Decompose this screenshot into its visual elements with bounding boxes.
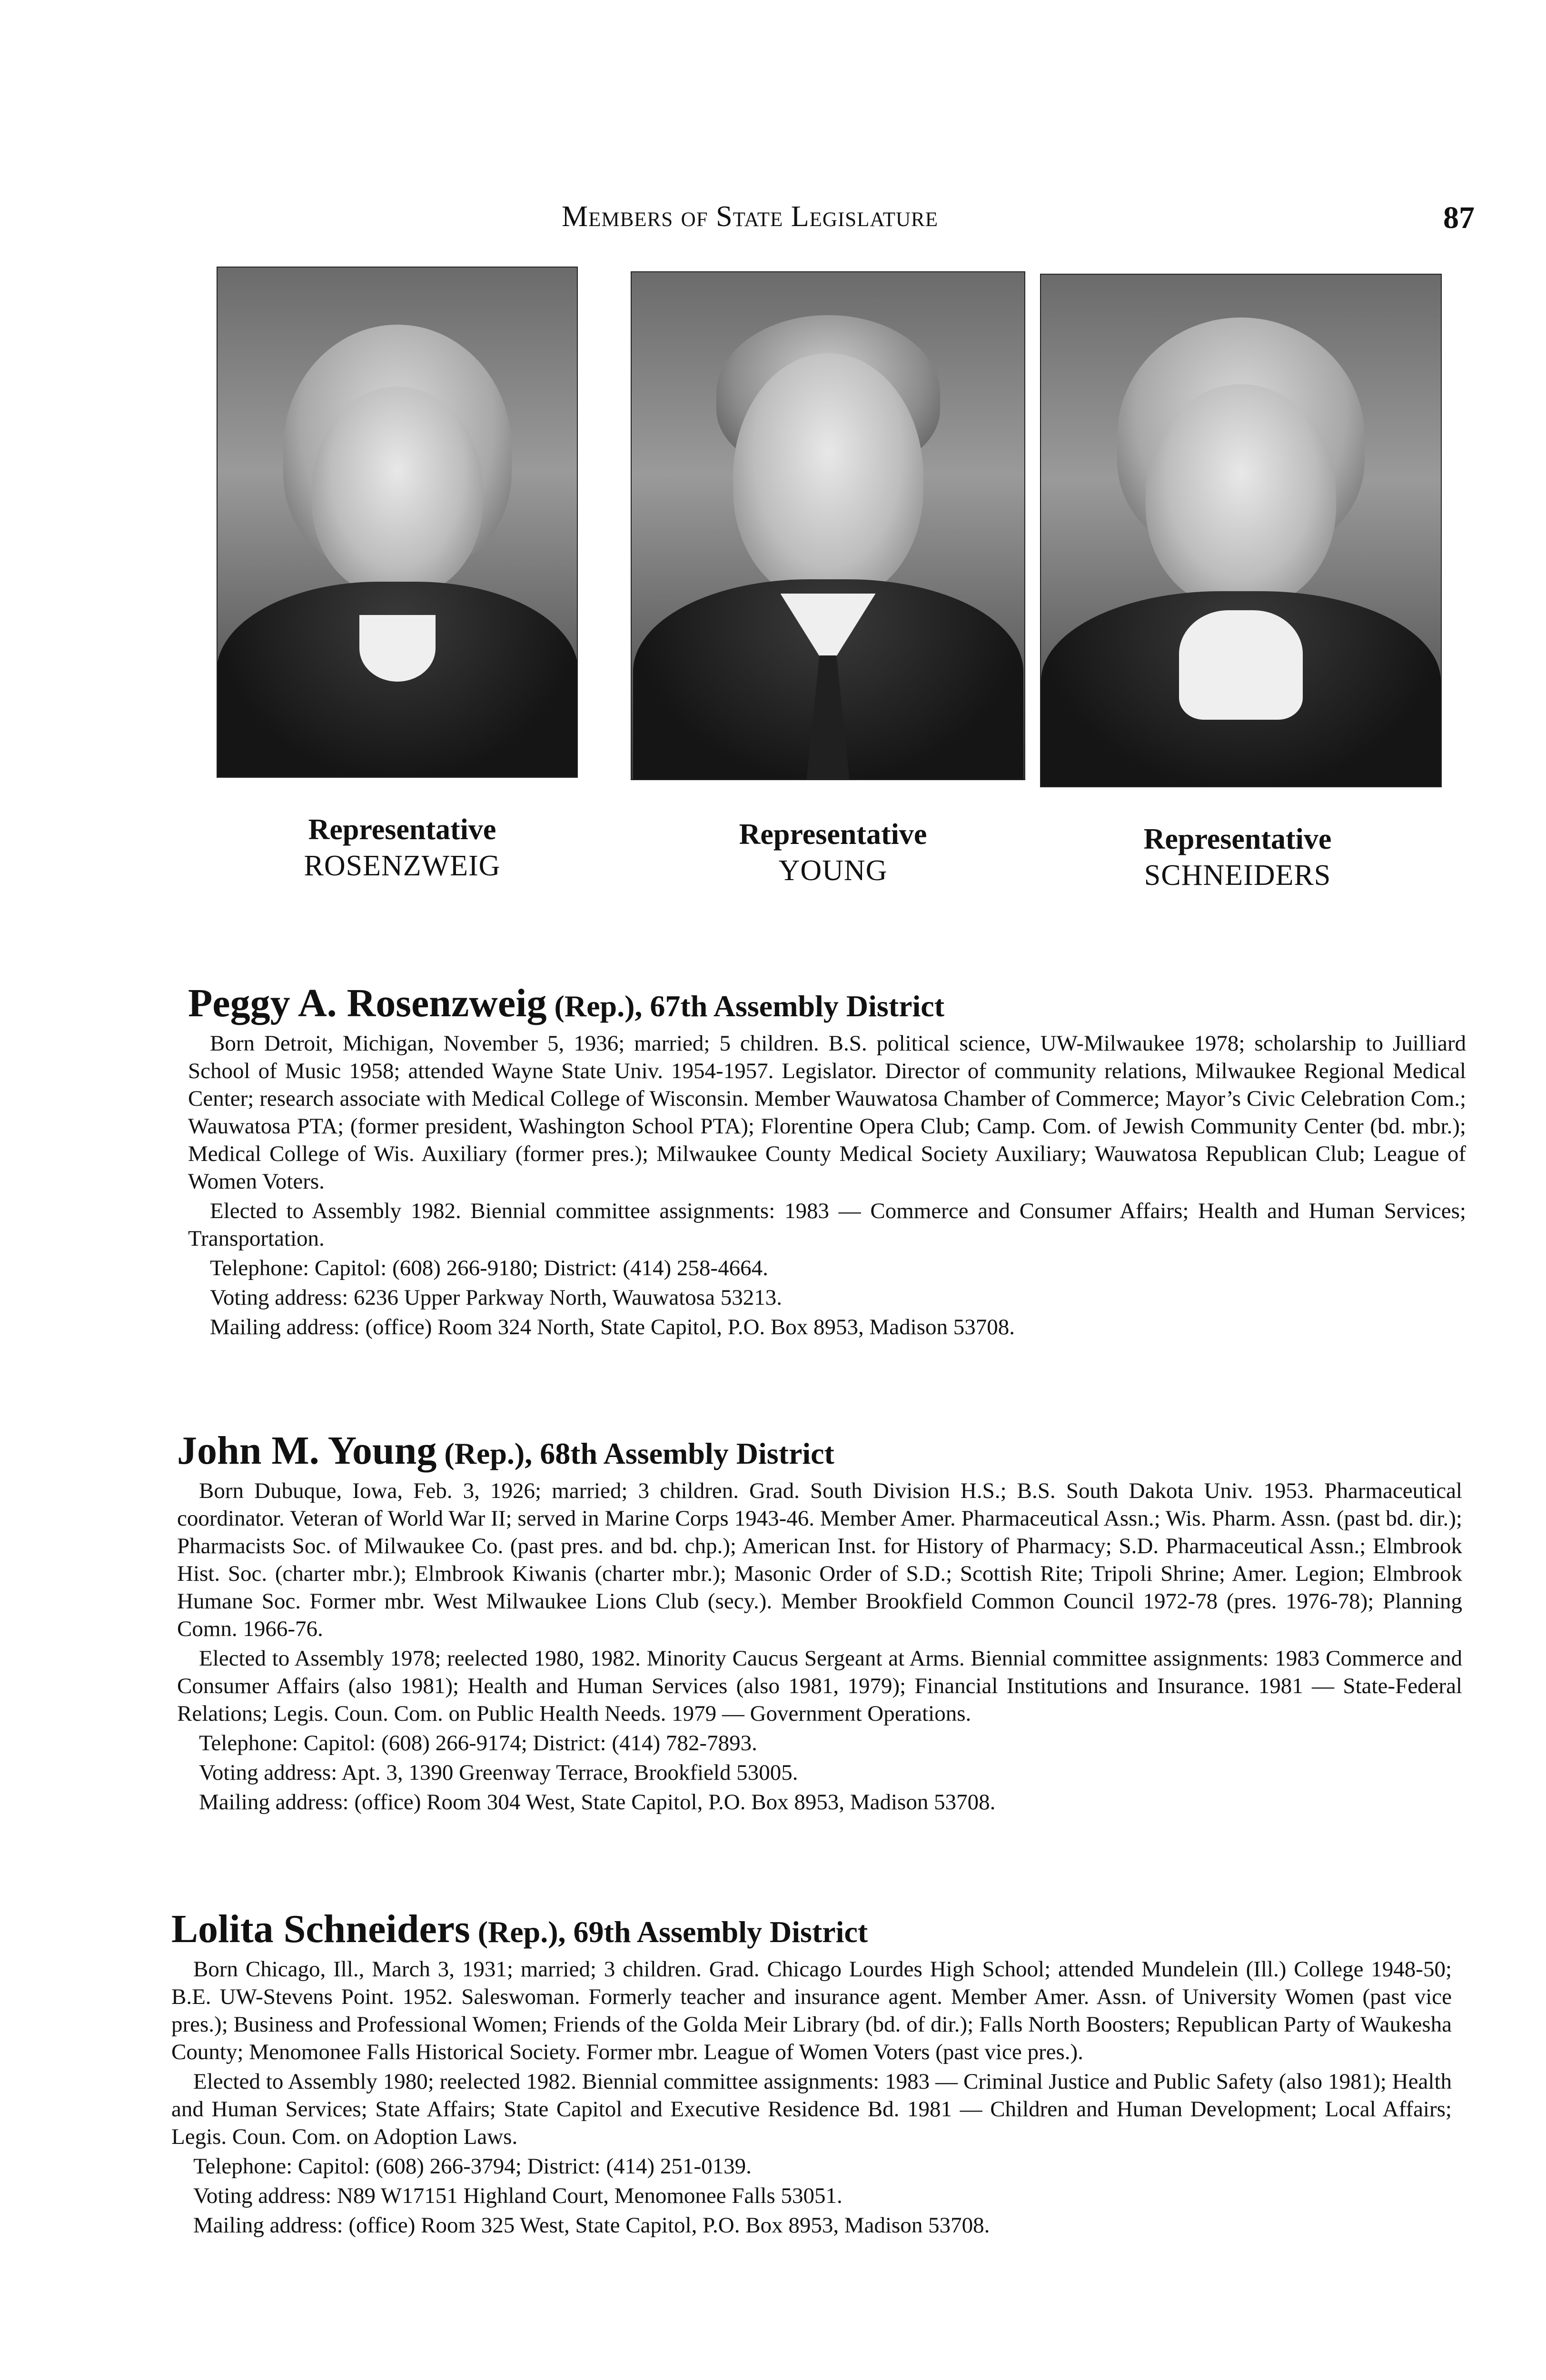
portrait-photo-young [631, 271, 1025, 780]
background-paragraph: Born Dubuque, Iowa, Feb. 3, 1926; married; 3 children. Grad. South Division H.S.; B.S. South Dakota Univ. 1953. Pharmaceutical coordinator. Veteran of World War II; served in Marine Corps 1943-46. Member Amer. Pharmaceutical Assn.; Wis. Pharm. Assn. (past bd. dir.); Pharmacists Soc. of Milwaukee Co. (past pres. and bd. chp.); American Inst. for History of Pharmacy; S.D. Pharmaceutical Assn.; Elmbrook Hist. Soc. (charter mbr.); Elmbrook Kiwanis (charter mbr.); Masonic Order of S.D.; Scottish Rite; Tripoli Shrine; Amer. Legion; Elmbrook Humane Soc. Former mbr. West Milwaukee Lions Club (secy.). Member Brookfield Common Council 1972-78 (pres. 1976-78); Planning Comn. 1966-76. [177, 1478, 1462, 1641]
telephone-line: Telephone: Capitol: (608) 266-9180; District: (414) 258-4664. [210, 1256, 768, 1280]
caption-surname: SCHNEIDERS [1144, 859, 1331, 892]
member-name: John M. Young [177, 1428, 437, 1473]
biography-heading [177, 1430, 1462, 1474]
member-name: Peggy A. Rosenzweig [188, 981, 547, 1025]
background-paragraph: Born Detroit, Michigan, November 5, 1936; married; 5 children. B.S. political science, UW-Milwaukee 1978; scholarship to Juilliard School of Music 1958; attended Wayne State Univ. 1954-1957. Legislator. Director of community relations, Milwaukee Regional Medical Center; research associate with Medical College of Wisconsin. Member Wauwatosa Chamber of Commerce; Mayor’s Civic Celebration Com.; Wauwatosa PTA; (former president, Washington School PTA); Florentine Opera Club; Camp. Com. of Jewish Community Center (bd. mbr.); Medical College of Wis. Auxiliary (former pres.); Milwaukee County Medical Society Auxiliary; Wauwatosa Republican Club; League of Women Voters. [188, 1031, 1466, 1194]
service-paragraph: Elected to Assembly 1980; reelected 1982. Biennial committee assignments: 1983 — Criminal Justice and Public Safety (also 1981); Health and Human Services; State Affairs; State Capitol and Executive Residence Bd. 1981 — Children and Human Development; Local Affairs; Legis. Coun. Com. on Adoption Laws. [171, 2069, 1452, 2149]
portrait-photo-schneiders [1040, 274, 1442, 787]
biography-schneiders [171, 1909, 1452, 2239]
voting-address-line: Voting address: Apt. 3, 1390 Greenway Terrace, Brookfield 53005. [199, 1760, 798, 1785]
biography-heading [171, 1909, 1452, 1953]
background-paragraph: Born Chicago, Ill., March 3, 1931; married; 3 children. Grad. Chicago Lourdes High School; attended Mundelein (Ill.) College 1948-50; B.E. UW-Stevens Point. 1952. Saleswoman. Formerly teacher and insurance agent. Member Amer. Assn. of University Women (past vice pres.); Business and Professional Women; Friends of the Golda Meir Library (bd. of dir.); Falls North Boosters; Republican Party of Waukesha County; Menomonee Falls Historical Society. Former mbr. League of Women Voters (past vice pres.). [171, 1957, 1452, 2064]
party-district: (Rep.), 69th Assembly District [477, 1915, 868, 1949]
biography-heading [188, 983, 1466, 1027]
caption-surname: YOUNG [778, 854, 888, 887]
service-paragraph: Elected to Assembly 1982. Biennial committee assignments: 1983 — Commerce and Consumer Affairs; Health and Human Services; Transportation. [188, 1199, 1466, 1251]
caption-role: Representative [1143, 823, 1332, 855]
caption-schneiders [1057, 821, 1418, 893]
page-number: 87 [1443, 200, 1475, 235]
caption-role: Representative [739, 818, 927, 851]
party-district: (Rep.), 68th Assembly District [444, 1437, 834, 1470]
party-district: (Rep.), 67th Assembly District [554, 989, 945, 1023]
biography-rosenzweig [188, 983, 1466, 1341]
service-paragraph: Elected to Assembly 1978; reelected 1980, 1982. Minority Caucus Sergeant at Arms. Biennial committee assignments: 1983 Commerce and Consumer Affairs (also 1981); Health and Human Services (also 1981, 1979); Financial Institutions and Insurance. 1981 — State-Federal Relations; Legis. Coun. Com. on Public Health Needs. 1979 — Government Operations. [177, 1646, 1462, 1726]
voting-address-line: Voting address: N89 W17151 Highland Court, Menomonee Falls 53051. [193, 2183, 842, 2208]
telephone-line: Telephone: Capitol: (608) 266-9174; District: (414) 782-7893. [199, 1731, 757, 1755]
caption-rosenzweig [221, 812, 583, 884]
mailing-address-line: Mailing address: (office) Room 304 West, State Capitol, P.O. Box 8953, Madison 53708. [199, 1790, 996, 1815]
portrait-photo-rosenzweig [217, 267, 578, 778]
mailing-address-line: Mailing address: (office) Room 325 West, State Capitol, P.O. Box 8953, Madison 53708. [193, 2213, 990, 2238]
member-name: Lolita Schneiders [171, 1907, 470, 1951]
telephone-line: Telephone: Capitol: (608) 266-3794; District: (414) 251-0139. [193, 2154, 752, 2179]
mailing-address-line: Mailing address: (office) Room 324 North, State Capitol, P.O. Box 8953, Madison 53708. [210, 1315, 1015, 1339]
caption-surname: ROSENZWEIG [304, 850, 501, 882]
voting-address-line: Voting address: 6236 Upper Parkway North, Wauwatosa 53213. [210, 1285, 782, 1310]
caption-role: Representative [308, 813, 496, 846]
caption-young [652, 816, 1014, 889]
running-header: Members of State Legislature [562, 200, 939, 233]
biography-young [177, 1430, 1462, 1816]
